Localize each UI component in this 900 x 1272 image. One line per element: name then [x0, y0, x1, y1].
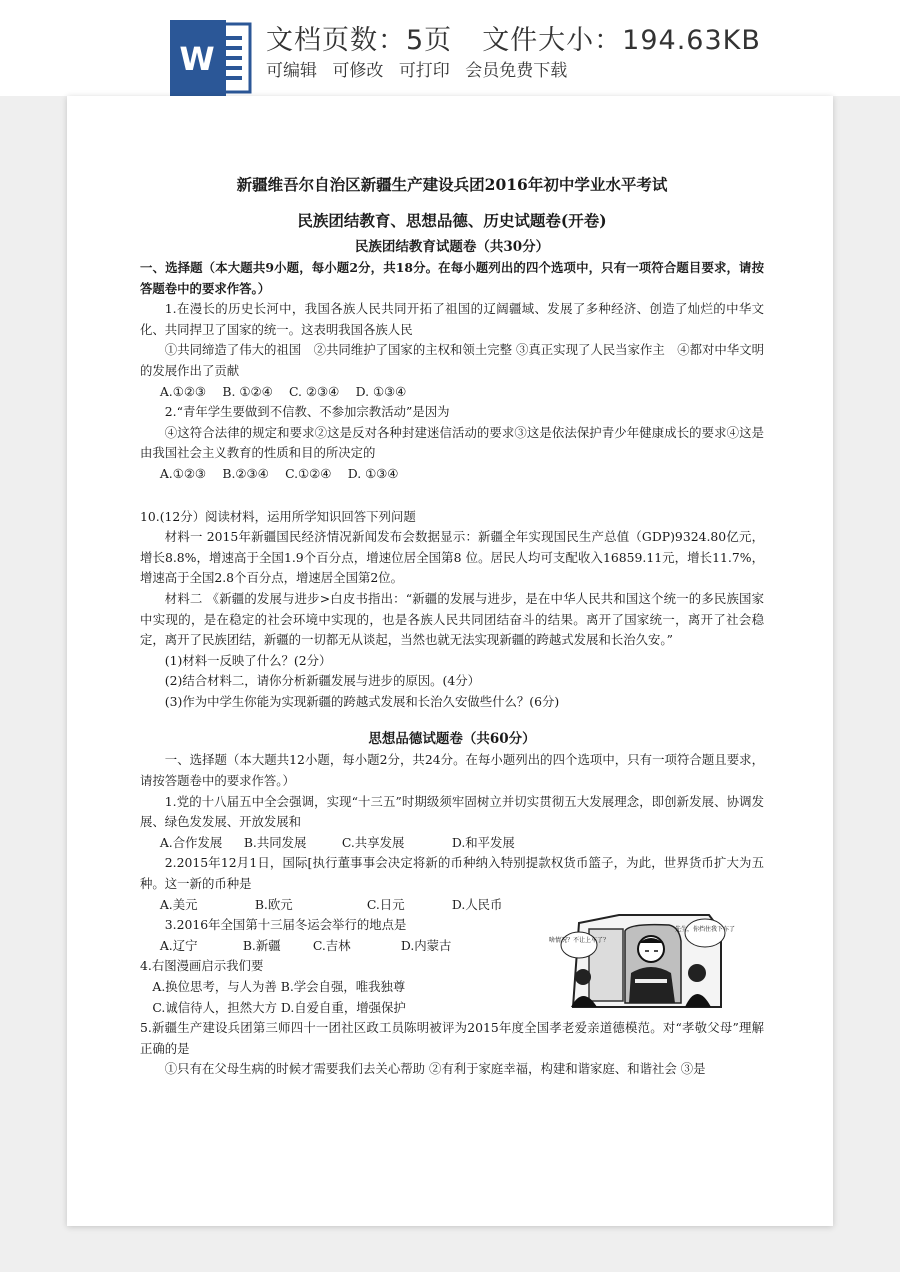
- feature-editable: 可编辑: [266, 61, 317, 81]
- cartoon-illustration: [548, 911, 736, 1011]
- question-options: A.辽宁 B.新疆 C.吉林 D.内蒙古: [159, 937, 452, 953]
- page-count: 文档页数：5页: [266, 25, 453, 56]
- question-stem: 1.党的十八届五中全会强调，实现“十三五”时期级须牢固树立并切实贯彻五大发展理念，即创新发展、协调发展、绿色发发展、开放发展和: [140, 793, 764, 830]
- sub-question: (2)结合材料二，请你分析新疆发展与进步的原因。(4分）: [164, 673, 481, 689]
- question-options: C.诚信待人，担然大方 D.自爱自重，增强保护: [152, 999, 406, 1015]
- question-options: A.合作发展 B.共同发展 C.共享发展 D.和平发展: [159, 834, 515, 850]
- question-statements: ④这符合法律的规定和要求②这是反对各种封建迷信活动的要求③这是依法保护青少年健康成长的要求④这是由我国社会主义教育的性质和目的所决定的: [140, 424, 764, 461]
- feature-member-download: 会员免费下载: [465, 61, 568, 81]
- material-two: 材料二 《新疆的发展与进步>白皮书指出：“新疆的发展与进步，是在中华人民共和国这个统一的多民族国家中实现的，是在稳定的社会环境中实现的，也是各族人民共同团结奋斗的结果。离开了国家统一，离开了社会稳定，离开了民族团结，新疆的一切都无从谈起，当然也就无法实现新疆的跨越式发展和长治久安。”: [140, 590, 764, 648]
- question-stem: 5.新疆生产建设兵团第三师四十一团社区政工员陈明被评为2015年度全国孝老爱亲道德模范。对“孝敬父母”理解正确的是: [140, 1020, 764, 1056]
- banner-features: [266, 56, 577, 81]
- question-stem: 3.2016年全国第十三届冬运会举行的地点是: [164, 917, 407, 933]
- question-statements: ①只有在父母生病的时候才需要我们去关心帮助 ②有利于家庭幸福，构建和谐家庭、和谐社会 ③是: [164, 1061, 706, 1077]
- question-stem: 2.“青年学生要做到不信教、不参加宗教活动”是因为: [164, 404, 450, 420]
- sub-question: (3)作为中学生你能为实现新疆的跨越式发展和长治久安做些什么？(6分): [164, 693, 560, 709]
- svg-text:W: W: [179, 40, 215, 78]
- word-document-icon: [170, 20, 252, 96]
- banner-title: [266, 18, 761, 57]
- question-stem: 10.(12分）阅读材料，运用所学知识回答下列问题: [140, 508, 416, 524]
- bubble-left-text: 啥情况？不让上车了？: [548, 937, 610, 944]
- question-statements: ①共同缔造了伟大的祖国 ②共同维护了国家的主权和领土完整 ③真正实现了人民当家作主 ④都对中华文明的发展作出了贡献: [140, 342, 764, 378]
- material-one: 材料一 2015年新疆国民经济情况新闻发布会数据显示：新疆全年实现国民生产总值（GDP)9324.80亿元，增长8.8%，增速高于全国1.9个百分点，增速位居全国第8 位。居民人均可支配收入16859.11元，增长11.7%，增速高于全国2.8个百分点，增速居全国第2位。: [140, 529, 764, 586]
- question-options: A.①②③ B. ①②④ C. ②③④ D. ①③④: [159, 383, 407, 399]
- question-stem: 2.2015年12月1日，国际[执行董事事会决定将新的币种纳入特别提款权货币篮子，为此，世界货币扩大为五种。这一新的币种是: [140, 855, 764, 892]
- feature-modifiable: 可修改: [332, 61, 384, 81]
- section2-instructions: 一、选择题（本大题共12小题，每小题2分，共24分。在每小题列出的四个选项中，只有一项符合题且要求，请按答题卷中的要求作答。）: [140, 752, 764, 789]
- section-heading-ethnic-unity: 民族团结教育试题卷（共30分）: [354, 239, 550, 255]
- question-stem: 1.在漫长的历史长河中，我国各族人民共同开拓了祖国的辽阔疆域、发展了多种经济、创造了灿烂的中华文化、共同捍卫了国家的统一。这表明我国各族人民: [140, 301, 764, 337]
- document-page: [67, 96, 833, 1226]
- file-size: 文件大小：194.63KB: [482, 25, 761, 56]
- section-heading-moral-education: 思想品德试题卷（共60分）: [368, 731, 536, 748]
- exam-title: 新疆维吾尔自治区新疆生产建设兵团2016年初中学业水平考试: [236, 175, 668, 194]
- question-options: A.①②③ B.②③④ C.①②④ D. ①③④: [159, 465, 399, 481]
- bubble-right-text: 先生，你挡住我下车了: [674, 926, 736, 933]
- exam-subtitle: 民族团结教育、思想品德、历史试题卷(开卷): [297, 211, 607, 230]
- question-stem: 4.右图漫画启示我们要: [140, 958, 264, 974]
- section1-instructions: 一、选择题（本大题共9小题，每小题2分，共18分。在每小题列出的四个选项中，只有一项符合题目要求，请按答题卷中的要求作答。）: [140, 260, 764, 296]
- question-options: A.换位思考，与人为善 B.学会自强，唯我独尊: [152, 979, 406, 994]
- feature-printable: 可打印: [398, 61, 450, 81]
- download-banner: [0, 0, 900, 96]
- question-options: A.美元 B.欧元 C.日元 D.人民币: [159, 896, 503, 912]
- sub-question: (1)材料一反映了什么？(2分）: [164, 652, 332, 668]
